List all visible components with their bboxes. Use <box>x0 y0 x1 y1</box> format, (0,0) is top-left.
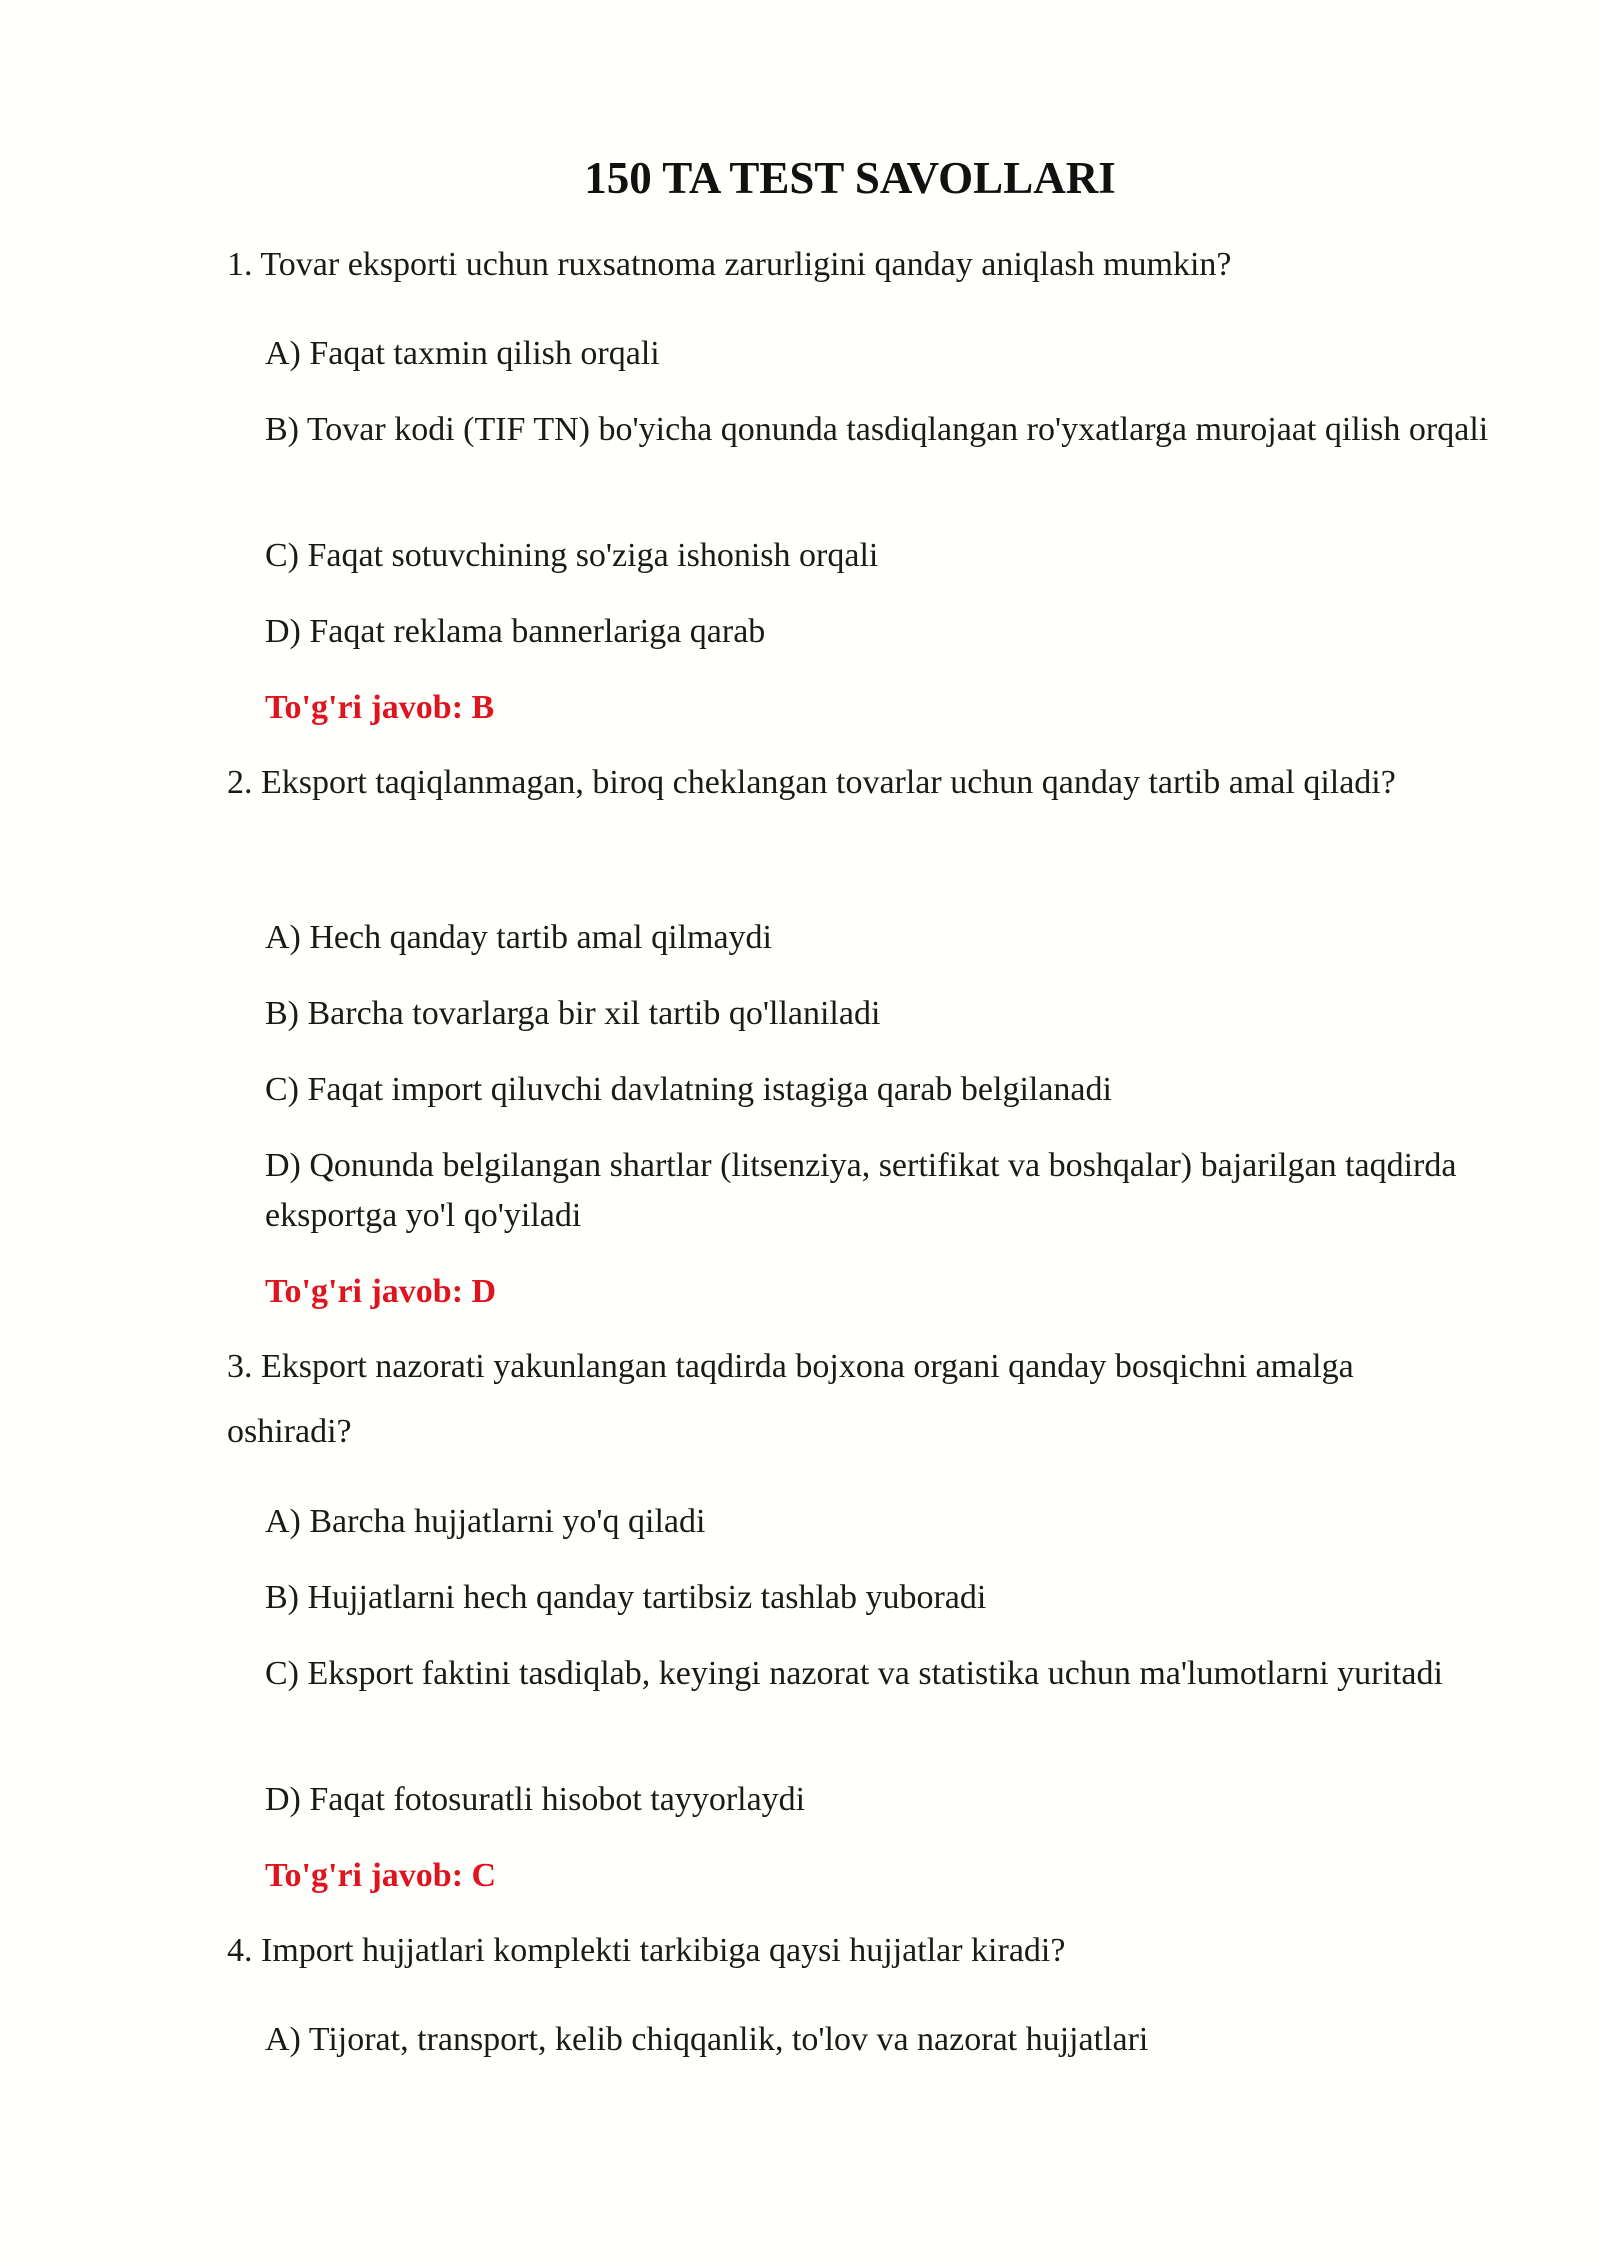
question-2-option-d: D) Qonunda belgilangan shartlar (litsenziya, sertifikat va boshqalar) bajarilgan taqdirda eksportga yo'l qo'yiladi <box>265 1147 1457 1234</box>
question-3-option-a: A) Barcha hujjatlarni yo'q qiladi <box>265 1503 706 1540</box>
question-1-option-b: B) Tovar kodi (TIF TN) bo'yicha qonunda tasdiqlangan ro'yxatlarga murojaat qilish orqali <box>265 411 1489 448</box>
question-1-answer: To'g'ri javob: B <box>265 689 495 726</box>
question-2-option-c: C) Faqat import qiluvchi davlatning istagiga qarab belgilanadi <box>265 1071 1112 1108</box>
question-1-option-d: D) Faqat reklama bannerlariga qarab <box>265 613 766 650</box>
document-title: 150 TA TEST SAVOLLARI <box>584 153 1116 203</box>
question-2-answer: To'g'ri javob: D <box>265 1273 497 1310</box>
question-2-option-a: A) Hech qanday tartib amal qilmaydi <box>265 919 772 956</box>
question-3-option-d: D) Faqat fotosuratli hisobot tayyorlaydi <box>265 1781 806 1818</box>
question-3: 3. Eksport nazorati yakunlangan taqdirda bojxona organi qanday bosqichni amalga oshiradi? <box>227 1348 1354 1450</box>
question-3-option-c: C) Eksport faktini tasdiqlab, keyingi nazorat va statistika uchun ma'lumotlarni yuritadi <box>265 1655 1443 1692</box>
question-3-option-b: B) Hujjatlarni hech qanday tartibsiz tashlab yuboradi <box>265 1579 987 1616</box>
question-1-option-a: A) Faqat taxmin qilish orqali <box>265 335 660 372</box>
question-4-option-a: A) Tijorat, transport, kelib chiqqanlik, to'lov va nazorat hujjatlari <box>265 2021 1149 2058</box>
question-1: 1. Tovar eksporti uchun ruxsatnoma zarurligini qanday aniqlash mumkin? <box>227 246 1232 283</box>
question-4: 4. Import hujjatlari komplekti tarkibiga qaysi hujjatlar kiradi? <box>227 1932 1066 1969</box>
question-2-option-b: B) Barcha tovarlarga bir xil tartib qo'llaniladi <box>265 995 881 1032</box>
question-2: 2. Eksport taqiqlanmagan, biroq cheklangan tovarlar uchun qanday tartib amal qiladi? <box>227 764 1396 801</box>
question-1-option-c: C) Faqat sotuvchining so'ziga ishonish orqali <box>265 537 879 574</box>
question-3-answer: To'g'ri javob: C <box>265 1857 497 1894</box>
